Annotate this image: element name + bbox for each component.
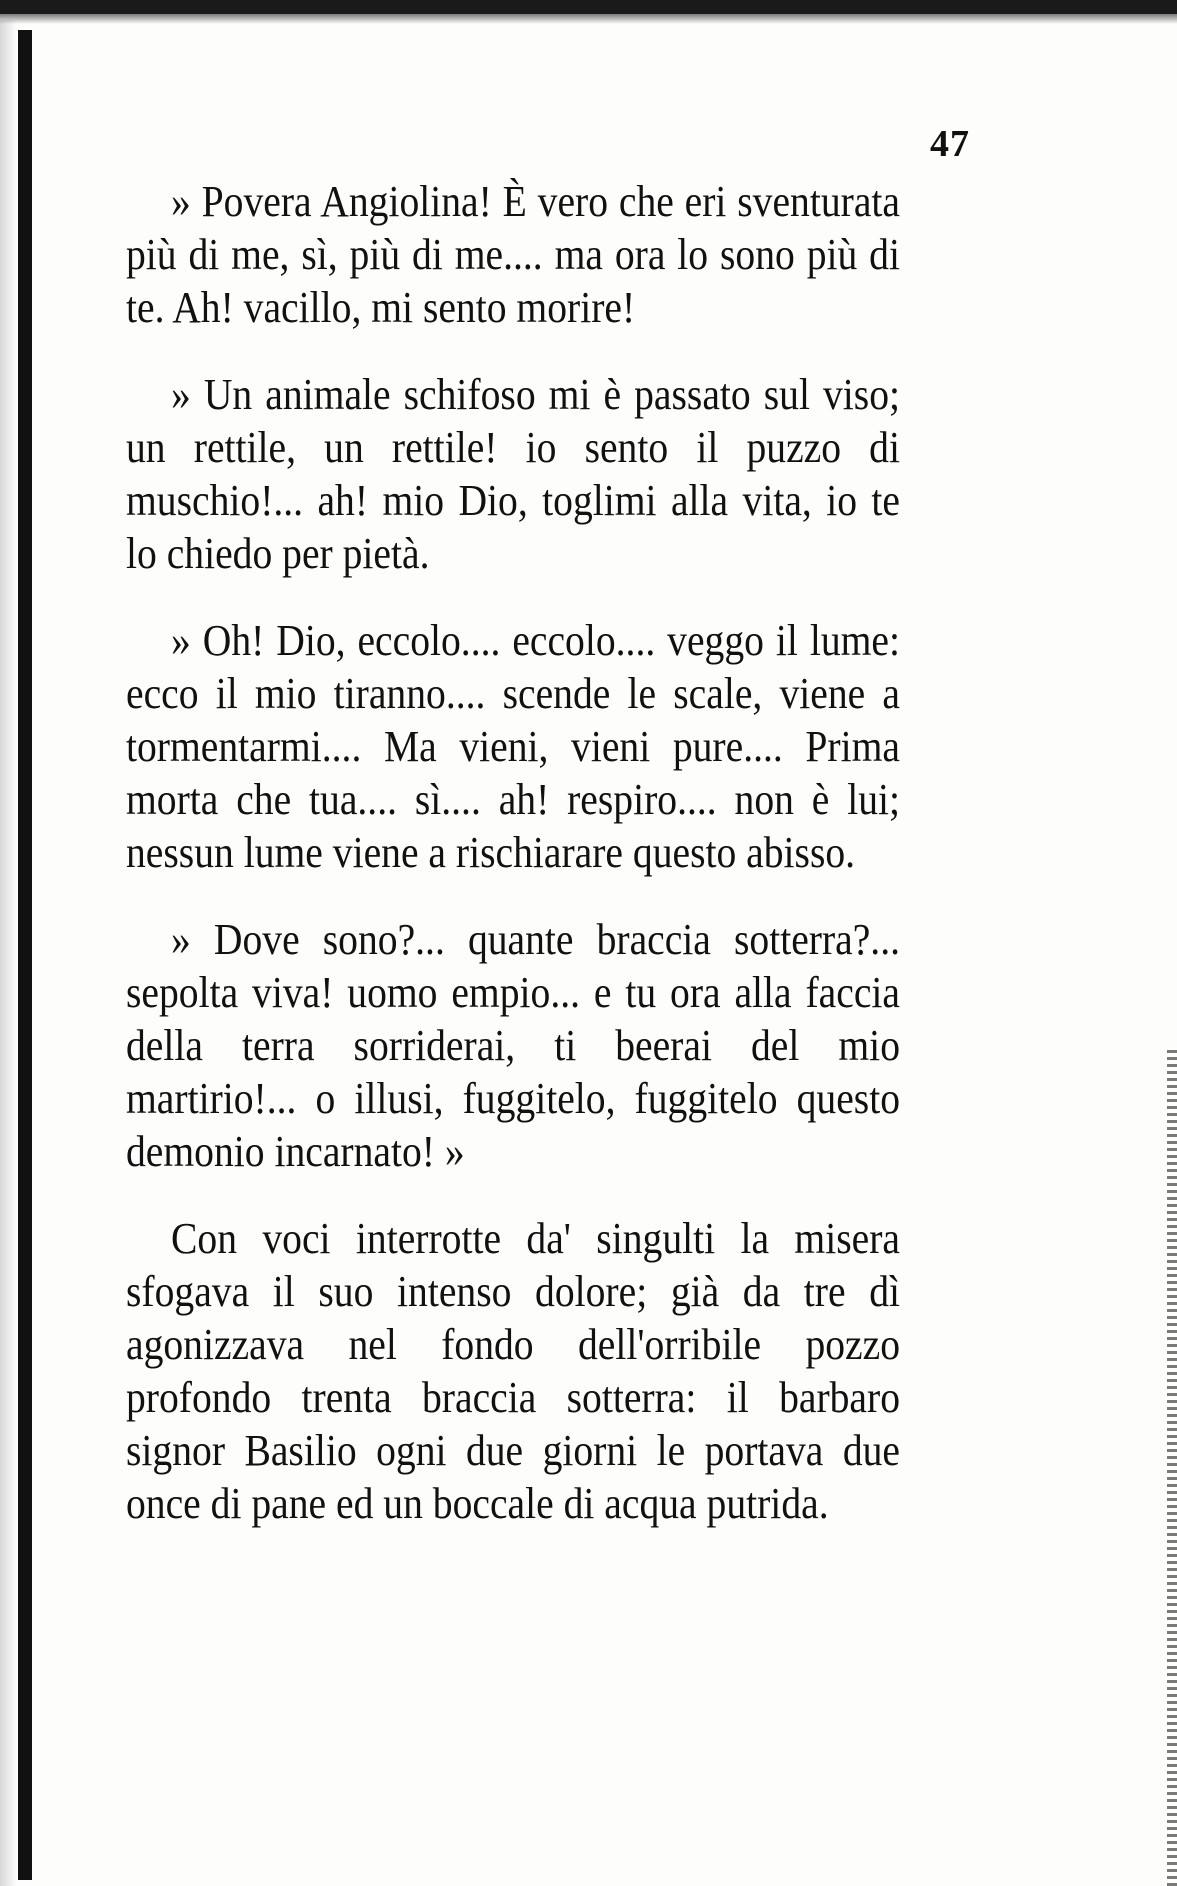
binding-shadow bbox=[0, 20, 18, 1886]
top-edge-shadow bbox=[0, 14, 1177, 24]
right-page-edge bbox=[1167, 1050, 1177, 1886]
paragraph-4: » Dove sono?... quante braccia sotterra?... sepolta viva! uomo empio... e tu ora alla faccia della terra sorriderai, ti beerai del mio martirio!... o illusi, fuggitelo, fuggitelo questo demonio incarnato! » bbox=[126, 915, 900, 1176]
paragraph-3: » Oh! Dio, eccolo.... eccolo.... veggo il lume: ecco il mio tiranno.... scende le scale, viene a tormentarmi.... Ma vieni, vieni pure.... Prima morta che tua.... sì.... ah! respiro.... non è lui; nessun lume viene a rischiarare questo abisso. bbox=[126, 616, 900, 877]
paragraph-5: Con voci interrotte da' singulti la misera sfogava il suo intenso dolore; già da tre dì agonizzava nel fondo dell'orribile pozzo profondo trenta braccia sotterra: il barbaro signor Basilio ogni due giorni le portava due once di pane ed un boccale di acqua putrida. bbox=[126, 1214, 900, 1528]
paragraph-1: » Povera Angiolina! È vero che eri sventurata più di me, sì, più di me.... ma ora lo sono più di te. Ah! vacillo, mi sento morire! bbox=[126, 177, 900, 332]
top-page-edge bbox=[0, 0, 1177, 14]
binding-edge bbox=[18, 30, 32, 1880]
body-text bbox=[126, 175, 900, 1530]
paragraph-2: » Un animale schifoso mi è passato sul viso; un rettile, un rettile! io sento il puzzo di muschio!... ah! mio Dio, toglimi alla vita, io te lo chiedo per pietà. bbox=[126, 370, 900, 578]
page-number: 47 bbox=[930, 123, 970, 165]
